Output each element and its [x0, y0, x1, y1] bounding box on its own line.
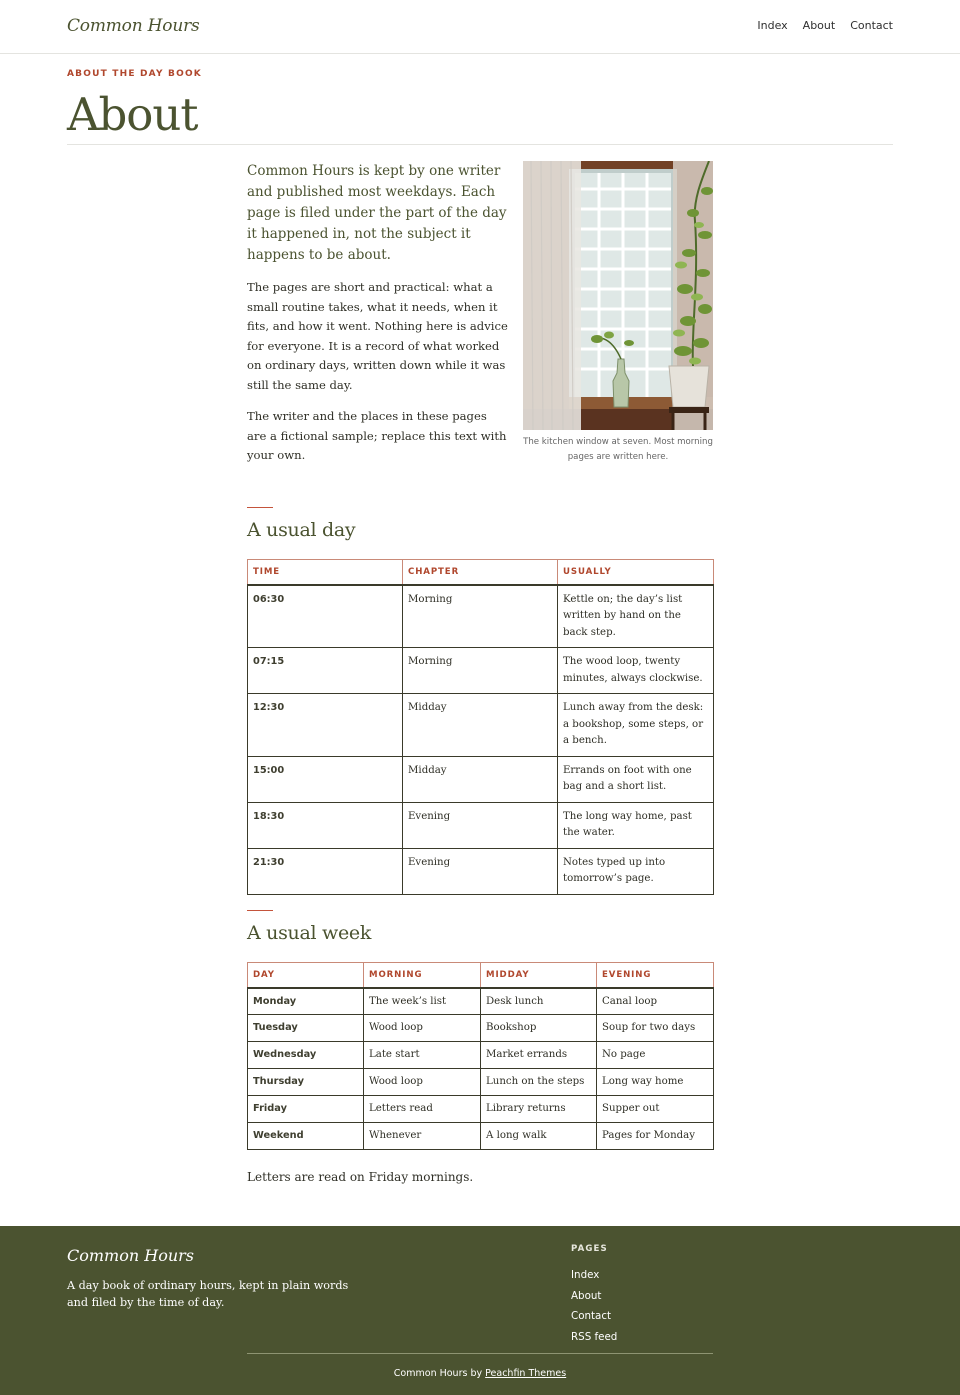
chapter-cell: Evening — [403, 802, 558, 848]
day-cell: Tuesday — [248, 1015, 364, 1042]
site-header — [0, 0, 960, 54]
footer-links — [571, 1265, 617, 1347]
usual-day-heading: A usual day — [247, 519, 356, 541]
table-row — [248, 988, 714, 1015]
intro-text — [247, 161, 509, 478]
table-row — [248, 694, 714, 757]
time-cell: 12:30 — [248, 694, 403, 757]
time-cell: 21:30 — [248, 848, 403, 894]
site-brand[interactable]: Common Hours — [67, 16, 200, 36]
morning-cell: Wood loop — [364, 1069, 481, 1096]
table-row — [248, 1123, 714, 1150]
midday-cell: Market errands — [481, 1042, 597, 1069]
figure-caption: The kitchen window at seven. Most morning pages are written here. — [523, 437, 713, 462]
footer-credit — [0, 1368, 960, 1379]
chapter-cell: Morning — [403, 648, 558, 694]
footer-tagline: A day book of ordinary hours, kept in plain words and filed by the time of day. — [67, 1279, 349, 1309]
midday-cell: Lunch on the steps — [481, 1069, 597, 1096]
evening-cell: Canal loop — [597, 988, 714, 1015]
usually-cell: The wood loop, twenty minutes, always clockwise. — [558, 648, 714, 694]
table-row — [248, 648, 714, 694]
usual-day-table — [247, 559, 714, 895]
midday-cell: A long walk — [481, 1123, 597, 1150]
footer-brand: Common Hours — [67, 1246, 194, 1265]
day-cell: Friday — [248, 1096, 364, 1123]
usually-cell: Notes typed up into tomorrow’s page. — [558, 848, 714, 894]
title-divider — [67, 144, 893, 145]
section-divider — [247, 910, 273, 911]
kitchen-window-photo — [523, 161, 713, 430]
table-row — [248, 1069, 714, 1096]
time-cell: 15:00 — [248, 756, 403, 802]
window-illustration — [523, 161, 713, 430]
morning-cell: Whenever — [364, 1123, 481, 1150]
nav-contact-link[interactable]: Contact — [850, 19, 893, 32]
time-cell: 18:30 — [248, 802, 403, 848]
time-cell: 07:15 — [248, 648, 403, 694]
page-title: About — [67, 88, 198, 141]
intro-lead: Common Hours is kept by one writer and published most weekdays. Each page is filed under the part of the day it happened in, not the subject it happens to be about. — [247, 163, 507, 263]
morning-cell: Letters read — [364, 1096, 481, 1123]
evening-cell: Long way home — [597, 1069, 714, 1096]
evening-cell: No page — [597, 1042, 714, 1069]
column-header: MORNING — [364, 963, 481, 988]
main-nav — [757, 19, 893, 32]
day-cell: Monday — [248, 988, 364, 1015]
footer-divider — [247, 1353, 713, 1354]
column-header: USUALLY — [558, 560, 714, 585]
usually-cell: Kettle on; the day’s list written by hand on the back step. — [558, 585, 714, 648]
usual-week-table — [247, 962, 714, 1150]
usual-week-heading: A usual week — [247, 922, 372, 944]
credit-link[interactable]: Peachfin Themes — [485, 1368, 567, 1379]
column-header: MIDDAY — [481, 963, 597, 988]
intro-paragraph: The pages are short and practical: what a small routine takes, what it needs, when it fits, and how it went. Nothing here is advice for everyone. It is a record of what worked on ordinary days, written down while it was still the same day. — [247, 280, 508, 392]
credit-prefix: Common Hours by — [393, 1368, 483, 1379]
table-row — [248, 756, 714, 802]
midday-cell: Bookshop — [481, 1015, 597, 1042]
chapter-cell: Midday — [403, 756, 558, 802]
column-header: TIME — [248, 560, 403, 585]
footer-link-index[interactable]: Index — [571, 1269, 600, 1281]
footer-link-rss[interactable]: RSS feed — [571, 1330, 618, 1343]
morning-cell: The week’s list — [364, 988, 481, 1015]
column-header: EVENING — [597, 963, 714, 988]
column-header: CHAPTER — [403, 560, 558, 585]
column-header: DAY — [248, 963, 364, 988]
usually-cell: The long way home, past the water. — [558, 802, 714, 848]
kitchen-window-figure — [523, 161, 713, 465]
midday-cell: Desk lunch — [481, 988, 597, 1015]
table-row — [248, 802, 714, 848]
footer-link-about[interactable]: About — [571, 1289, 602, 1302]
usually-cell: Errands on foot with one bag and a short list. — [558, 756, 714, 802]
table-row — [248, 1042, 714, 1069]
usually-cell: Lunch away from the desk: a bookshop, some steps, or a bench. — [558, 694, 714, 757]
day-cell: Weekend — [248, 1123, 364, 1150]
section-divider — [247, 507, 273, 508]
table-row — [248, 1096, 714, 1123]
evening-cell: Soup for two days — [597, 1015, 714, 1042]
day-cell: Thursday — [248, 1069, 364, 1096]
table-row — [248, 848, 714, 894]
footer-link-contact[interactable]: Contact — [571, 1310, 612, 1323]
time-cell: 06:30 — [248, 585, 403, 648]
morning-cell: Wood loop — [364, 1015, 481, 1042]
closing-note: Letters are read on Friday mornings. — [247, 1170, 474, 1184]
evening-cell: Pages for Monday — [597, 1123, 714, 1150]
page-eyebrow: ABOUT THE DAY BOOK — [67, 69, 202, 79]
chapter-cell: Morning — [403, 585, 558, 648]
site-footer — [0, 1226, 960, 1395]
day-cell: Wednesday — [248, 1042, 364, 1069]
evening-cell: Supper out — [597, 1096, 714, 1123]
chapter-cell: Evening — [403, 848, 558, 894]
nav-about-link[interactable]: About — [802, 19, 836, 32]
midday-cell: Library returns — [481, 1096, 597, 1123]
chapter-cell: Midday — [403, 694, 558, 757]
table-row — [248, 1015, 714, 1042]
morning-cell: Late start — [364, 1042, 481, 1069]
nav-index-link[interactable]: Index — [757, 19, 788, 32]
footer-pages-heading: PAGES — [571, 1244, 608, 1254]
table-row — [248, 585, 714, 648]
intro-paragraph: The writer and the places in these pages are a fictional sample; replace this text with your own. — [247, 409, 507, 462]
